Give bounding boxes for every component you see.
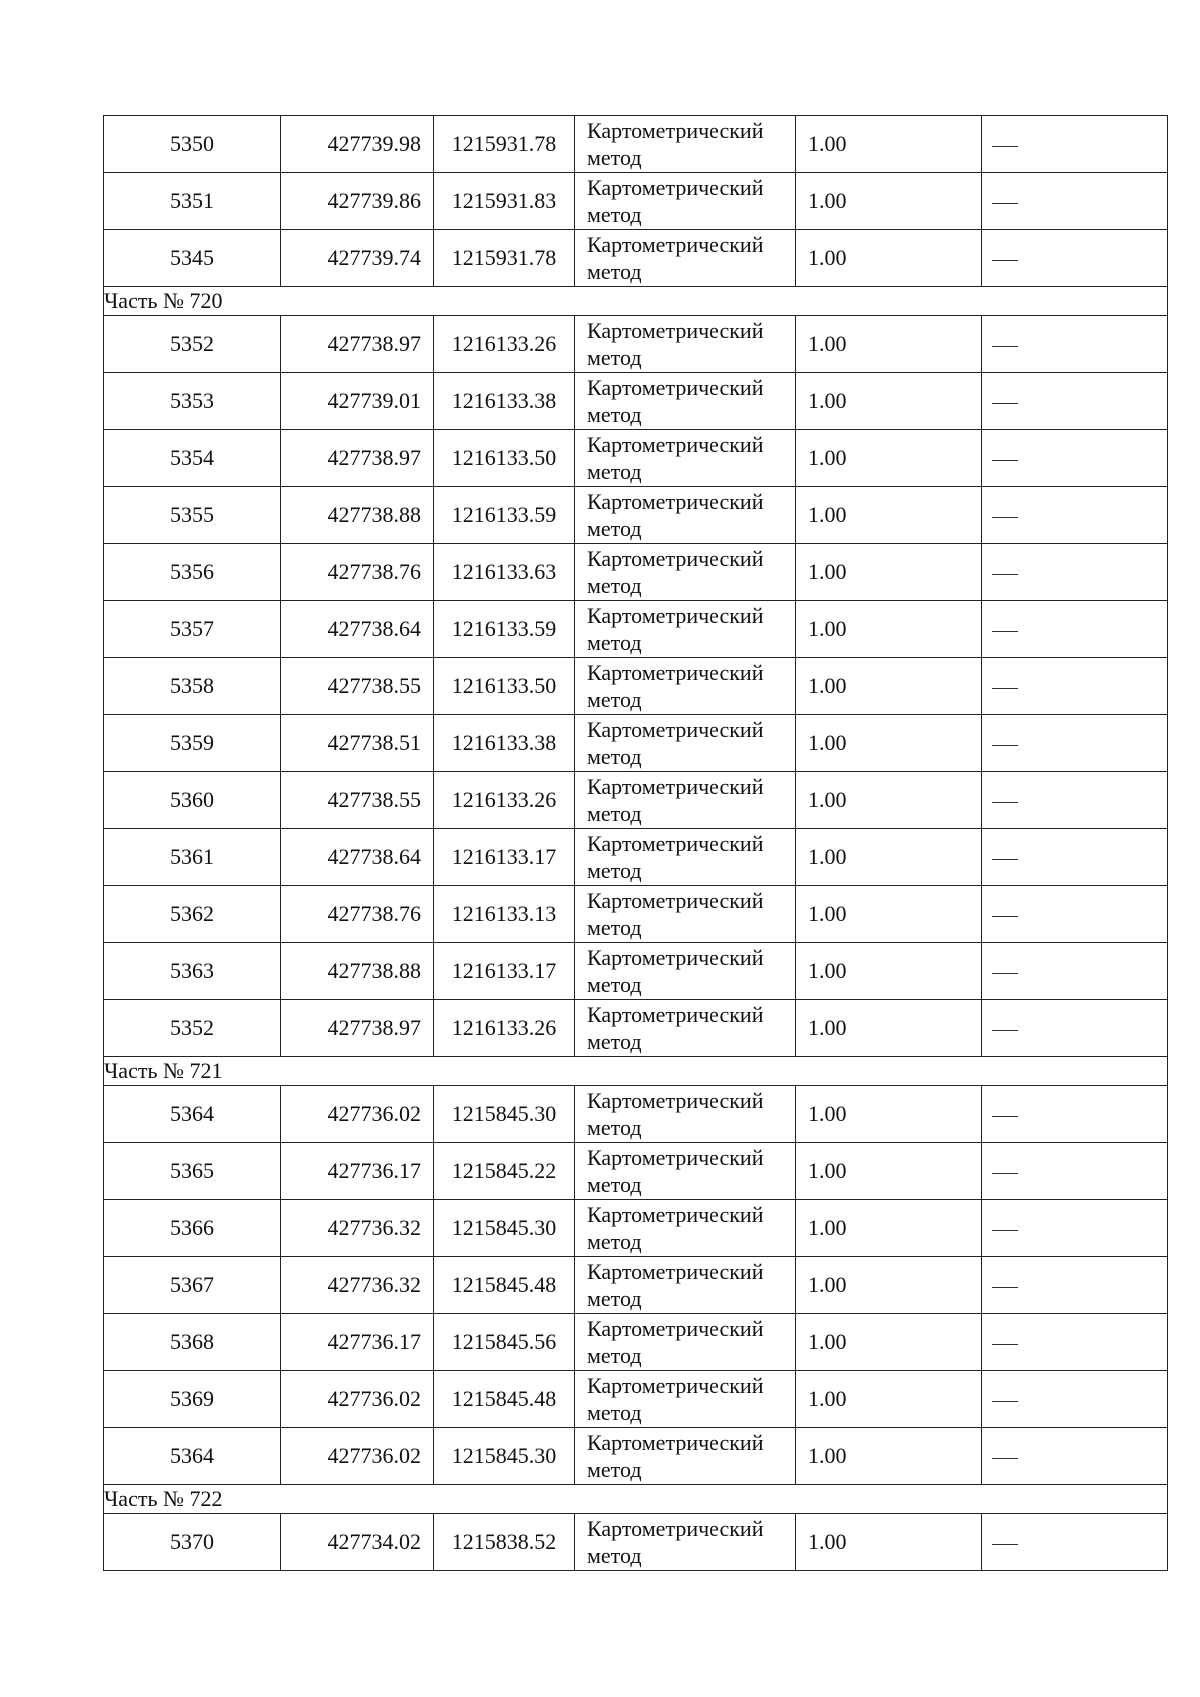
y-coordinate-cell: 1216133.63	[434, 544, 575, 601]
method-line-2: метод	[587, 573, 642, 598]
method-line-1: Картометрический	[587, 1202, 764, 1227]
empty-value-cell	[982, 772, 1168, 829]
empty-value-cell	[982, 1143, 1168, 1200]
dash-mark	[992, 631, 1018, 632]
accuracy-cell: 1.00	[796, 487, 982, 544]
method-line-2: метод	[587, 145, 642, 170]
x-coordinate-cell: 427736.32	[281, 1200, 434, 1257]
part-header-row	[104, 1485, 1168, 1514]
y-coordinate-cell: 1215845.30	[434, 1428, 575, 1485]
accuracy-cell: 1.00	[796, 1086, 982, 1143]
method-cell	[575, 316, 796, 373]
table-row	[104, 1143, 1168, 1200]
method-line-2: метод	[587, 858, 642, 883]
accuracy-cell: 1.00	[796, 373, 982, 430]
point-number-cell: 5365	[104, 1143, 281, 1200]
y-coordinate-cell: 1216133.38	[434, 715, 575, 772]
method-line-2: метод	[587, 1172, 642, 1197]
accuracy-cell: 1.00	[796, 1257, 982, 1314]
x-coordinate-cell: 427738.55	[281, 658, 434, 715]
table-row	[104, 116, 1168, 173]
dash-mark	[992, 1287, 1018, 1288]
point-number-cell: 5368	[104, 1314, 281, 1371]
method-line-1: Картометрический	[587, 175, 764, 200]
y-coordinate-cell: 1216133.26	[434, 316, 575, 373]
x-coordinate-cell: 427738.97	[281, 430, 434, 487]
method-line-1: Картометрический	[587, 774, 764, 799]
empty-value-cell	[982, 1314, 1168, 1371]
point-number-cell: 5366	[104, 1200, 281, 1257]
table-row	[104, 1371, 1168, 1428]
point-number-cell: 5355	[104, 487, 281, 544]
y-coordinate-cell: 1215931.78	[434, 116, 575, 173]
part-header-row	[104, 1057, 1168, 1086]
table-row	[104, 715, 1168, 772]
method-cell	[575, 1257, 796, 1314]
method-cell	[575, 1314, 796, 1371]
point-number-cell: 5359	[104, 715, 281, 772]
method-line-2: метод	[587, 1029, 642, 1054]
empty-value-cell	[982, 373, 1168, 430]
method-line-2: метод	[587, 1343, 642, 1368]
dash-mark	[992, 1344, 1018, 1345]
point-number-cell: 5352	[104, 1000, 281, 1057]
method-line-2: метод	[587, 687, 642, 712]
empty-value-cell	[982, 1000, 1168, 1057]
accuracy-cell: 1.00	[796, 772, 982, 829]
method-line-1: Картометрический	[587, 1430, 764, 1455]
dash-mark	[992, 916, 1018, 917]
part-label: Часть № 720	[104, 287, 1168, 316]
x-coordinate-cell: 427736.02	[281, 1371, 434, 1428]
point-number-cell: 5369	[104, 1371, 281, 1428]
empty-value-cell	[982, 829, 1168, 886]
table-row	[104, 1200, 1168, 1257]
method-line-1: Картометрический	[587, 888, 764, 913]
empty-value-cell	[982, 601, 1168, 658]
dash-mark	[992, 517, 1018, 518]
method-cell	[575, 829, 796, 886]
method-line-1: Картометрический	[587, 318, 764, 343]
table-row	[104, 544, 1168, 601]
x-coordinate-cell: 427739.86	[281, 173, 434, 230]
x-coordinate-cell: 427738.97	[281, 316, 434, 373]
dash-mark	[992, 859, 1018, 860]
x-coordinate-cell: 427738.88	[281, 487, 434, 544]
method-line-2: метод	[587, 345, 642, 370]
part-label: Часть № 721	[104, 1057, 1168, 1086]
method-line-2: метод	[587, 1286, 642, 1311]
point-number-cell: 5357	[104, 601, 281, 658]
point-number-cell: 5345	[104, 230, 281, 287]
point-number-cell: 5352	[104, 316, 281, 373]
method-cell	[575, 487, 796, 544]
y-coordinate-cell: 1216133.17	[434, 829, 575, 886]
dash-mark	[992, 1544, 1018, 1545]
method-line-2: метод	[587, 516, 642, 541]
table-row	[104, 1086, 1168, 1143]
point-number-cell: 5354	[104, 430, 281, 487]
point-number-cell: 5356	[104, 544, 281, 601]
x-coordinate-cell: 427738.51	[281, 715, 434, 772]
method-line-1: Картометрический	[587, 717, 764, 742]
method-line-2: метод	[587, 402, 642, 427]
empty-value-cell	[982, 544, 1168, 601]
empty-value-cell	[982, 487, 1168, 544]
y-coordinate-cell: 1216133.50	[434, 658, 575, 715]
accuracy-cell: 1.00	[796, 1514, 982, 1571]
empty-value-cell	[982, 658, 1168, 715]
y-coordinate-cell: 1215845.56	[434, 1314, 575, 1371]
y-coordinate-cell: 1216133.26	[434, 1000, 575, 1057]
dash-mark	[992, 1458, 1018, 1459]
x-coordinate-cell: 427739.74	[281, 230, 434, 287]
point-number-cell: 5364	[104, 1428, 281, 1485]
accuracy-cell: 1.00	[796, 1428, 982, 1485]
method-line-1: Картометрический	[587, 232, 764, 257]
table-row	[104, 829, 1168, 886]
x-coordinate-cell: 427738.55	[281, 772, 434, 829]
dash-mark	[992, 1030, 1018, 1031]
table-row	[104, 943, 1168, 1000]
method-line-1: Картометрический	[587, 375, 764, 400]
accuracy-cell: 1.00	[796, 1000, 982, 1057]
table-row	[104, 886, 1168, 943]
point-number-cell: 5370	[104, 1514, 281, 1571]
empty-value-cell	[982, 1514, 1168, 1571]
method-cell	[575, 230, 796, 287]
y-coordinate-cell: 1216133.17	[434, 943, 575, 1000]
accuracy-cell: 1.00	[796, 230, 982, 287]
accuracy-cell: 1.00	[796, 1314, 982, 1371]
dash-mark	[992, 1230, 1018, 1231]
method-line-2: метод	[587, 1543, 642, 1568]
y-coordinate-cell: 1215845.30	[434, 1086, 575, 1143]
method-cell	[575, 1000, 796, 1057]
empty-value-cell	[982, 1086, 1168, 1143]
y-coordinate-cell: 1216133.59	[434, 601, 575, 658]
accuracy-cell: 1.00	[796, 544, 982, 601]
y-coordinate-cell: 1216133.59	[434, 487, 575, 544]
table-row	[104, 772, 1168, 829]
dash-mark	[992, 745, 1018, 746]
y-coordinate-cell: 1216133.50	[434, 430, 575, 487]
method-cell	[575, 943, 796, 1000]
table-row	[104, 1314, 1168, 1371]
method-line-2: метод	[587, 202, 642, 227]
method-cell	[575, 116, 796, 173]
accuracy-cell: 1.00	[796, 829, 982, 886]
method-line-1: Картометрический	[587, 432, 764, 457]
table-row	[104, 173, 1168, 230]
table-row	[104, 430, 1168, 487]
empty-value-cell	[982, 116, 1168, 173]
x-coordinate-cell: 427734.02	[281, 1514, 434, 1571]
method-line-1: Картометрический	[587, 546, 764, 571]
method-cell	[575, 173, 796, 230]
x-coordinate-cell: 427739.98	[281, 116, 434, 173]
x-coordinate-cell: 427738.64	[281, 829, 434, 886]
point-number-cell: 5364	[104, 1086, 281, 1143]
method-cell	[575, 1428, 796, 1485]
table-row	[104, 1428, 1168, 1485]
method-cell	[575, 1143, 796, 1200]
point-number-cell: 5351	[104, 173, 281, 230]
accuracy-cell: 1.00	[796, 430, 982, 487]
method-line-2: метод	[587, 801, 642, 826]
point-number-cell: 5358	[104, 658, 281, 715]
table-row	[104, 601, 1168, 658]
method-line-2: метод	[587, 1457, 642, 1482]
y-coordinate-cell: 1215838.52	[434, 1514, 575, 1571]
empty-value-cell	[982, 1371, 1168, 1428]
y-coordinate-cell: 1215845.30	[434, 1200, 575, 1257]
accuracy-cell: 1.00	[796, 1371, 982, 1428]
method-cell	[575, 658, 796, 715]
x-coordinate-cell: 427736.17	[281, 1143, 434, 1200]
accuracy-cell: 1.00	[796, 173, 982, 230]
method-cell	[575, 1086, 796, 1143]
table-row	[104, 487, 1168, 544]
method-cell	[575, 886, 796, 943]
accuracy-cell: 1.00	[796, 943, 982, 1000]
x-coordinate-cell: 427736.17	[281, 1314, 434, 1371]
empty-value-cell	[982, 943, 1168, 1000]
x-coordinate-cell: 427736.32	[281, 1257, 434, 1314]
dash-mark	[992, 1173, 1018, 1174]
method-cell	[575, 373, 796, 430]
table-row	[104, 230, 1168, 287]
table-row	[104, 373, 1168, 430]
method-cell	[575, 1200, 796, 1257]
empty-value-cell	[982, 1257, 1168, 1314]
method-line-1: Картометрический	[587, 1145, 764, 1170]
empty-value-cell	[982, 230, 1168, 287]
y-coordinate-cell: 1215931.83	[434, 173, 575, 230]
method-line-2: метод	[587, 630, 642, 655]
dash-mark	[992, 688, 1018, 689]
accuracy-cell: 1.00	[796, 116, 982, 173]
method-line-2: метод	[587, 744, 642, 769]
table-row	[104, 316, 1168, 373]
y-coordinate-cell: 1215845.22	[434, 1143, 575, 1200]
y-coordinate-cell: 1216133.13	[434, 886, 575, 943]
y-coordinate-cell: 1216133.38	[434, 373, 575, 430]
method-cell	[575, 1514, 796, 1571]
empty-value-cell	[982, 316, 1168, 373]
y-coordinate-cell: 1215845.48	[434, 1257, 575, 1314]
point-number-cell: 5350	[104, 116, 281, 173]
dash-mark	[992, 1116, 1018, 1117]
x-coordinate-cell: 427738.88	[281, 943, 434, 1000]
dash-mark	[992, 403, 1018, 404]
x-coordinate-cell: 427736.02	[281, 1086, 434, 1143]
dash-mark	[992, 574, 1018, 575]
method-line-1: Картометрический	[587, 1088, 764, 1113]
method-line-2: метод	[587, 915, 642, 940]
point-number-cell: 5361	[104, 829, 281, 886]
method-cell	[575, 715, 796, 772]
empty-value-cell	[982, 1200, 1168, 1257]
point-number-cell: 5367	[104, 1257, 281, 1314]
table-row	[104, 1257, 1168, 1314]
method-cell	[575, 601, 796, 658]
accuracy-cell: 1.00	[796, 1143, 982, 1200]
x-coordinate-cell: 427738.76	[281, 886, 434, 943]
dash-mark	[992, 973, 1018, 974]
y-coordinate-cell: 1215845.48	[434, 1371, 575, 1428]
dash-mark	[992, 203, 1018, 204]
dash-mark	[992, 1401, 1018, 1402]
dash-mark	[992, 460, 1018, 461]
part-header-row	[104, 287, 1168, 316]
accuracy-cell: 1.00	[796, 715, 982, 772]
method-line-1: Картометрический	[587, 831, 764, 856]
dash-mark	[992, 146, 1018, 147]
point-number-cell: 5362	[104, 886, 281, 943]
method-line-1: Картометрический	[587, 1316, 764, 1341]
x-coordinate-cell: 427736.02	[281, 1428, 434, 1485]
accuracy-cell: 1.00	[796, 601, 982, 658]
point-number-cell: 5360	[104, 772, 281, 829]
coordinates-table-body	[104, 116, 1168, 1571]
accuracy-cell: 1.00	[796, 658, 982, 715]
empty-value-cell	[982, 173, 1168, 230]
accuracy-cell: 1.00	[796, 886, 982, 943]
empty-value-cell	[982, 1428, 1168, 1485]
empty-value-cell	[982, 886, 1168, 943]
x-coordinate-cell: 427739.01	[281, 373, 434, 430]
dash-mark	[992, 802, 1018, 803]
method-line-2: метод	[587, 259, 642, 284]
method-line-1: Картометрический	[587, 1516, 764, 1541]
method-line-2: метод	[587, 1400, 642, 1425]
y-coordinate-cell: 1215931.78	[434, 230, 575, 287]
method-line-2: метод	[587, 1115, 642, 1140]
method-cell	[575, 1371, 796, 1428]
point-number-cell: 5363	[104, 943, 281, 1000]
method-line-1: Картометрический	[587, 118, 764, 143]
x-coordinate-cell: 427738.76	[281, 544, 434, 601]
coordinates-table	[103, 115, 1168, 1571]
point-number-cell: 5353	[104, 373, 281, 430]
method-line-1: Картометрический	[587, 945, 764, 970]
method-line-1: Картометрический	[587, 660, 764, 685]
y-coordinate-cell: 1216133.26	[434, 772, 575, 829]
method-cell	[575, 544, 796, 601]
method-line-1: Картометрический	[587, 603, 764, 628]
part-label: Часть № 722	[104, 1485, 1168, 1514]
method-line-1: Картометрический	[587, 1373, 764, 1398]
method-line-1: Картометрический	[587, 1002, 764, 1027]
accuracy-cell: 1.00	[796, 316, 982, 373]
method-line-2: метод	[587, 1229, 642, 1254]
dash-mark	[992, 260, 1018, 261]
empty-value-cell	[982, 715, 1168, 772]
method-cell	[575, 430, 796, 487]
dash-mark	[992, 346, 1018, 347]
method-line-1: Картометрический	[587, 489, 764, 514]
x-coordinate-cell: 427738.97	[281, 1000, 434, 1057]
table-row	[104, 658, 1168, 715]
method-line-2: метод	[587, 459, 642, 484]
method-cell	[575, 772, 796, 829]
x-coordinate-cell: 427738.64	[281, 601, 434, 658]
empty-value-cell	[982, 430, 1168, 487]
table-row	[104, 1000, 1168, 1057]
method-line-2: метод	[587, 972, 642, 997]
accuracy-cell: 1.00	[796, 1200, 982, 1257]
method-line-1: Картометрический	[587, 1259, 764, 1284]
table-row	[104, 1514, 1168, 1571]
